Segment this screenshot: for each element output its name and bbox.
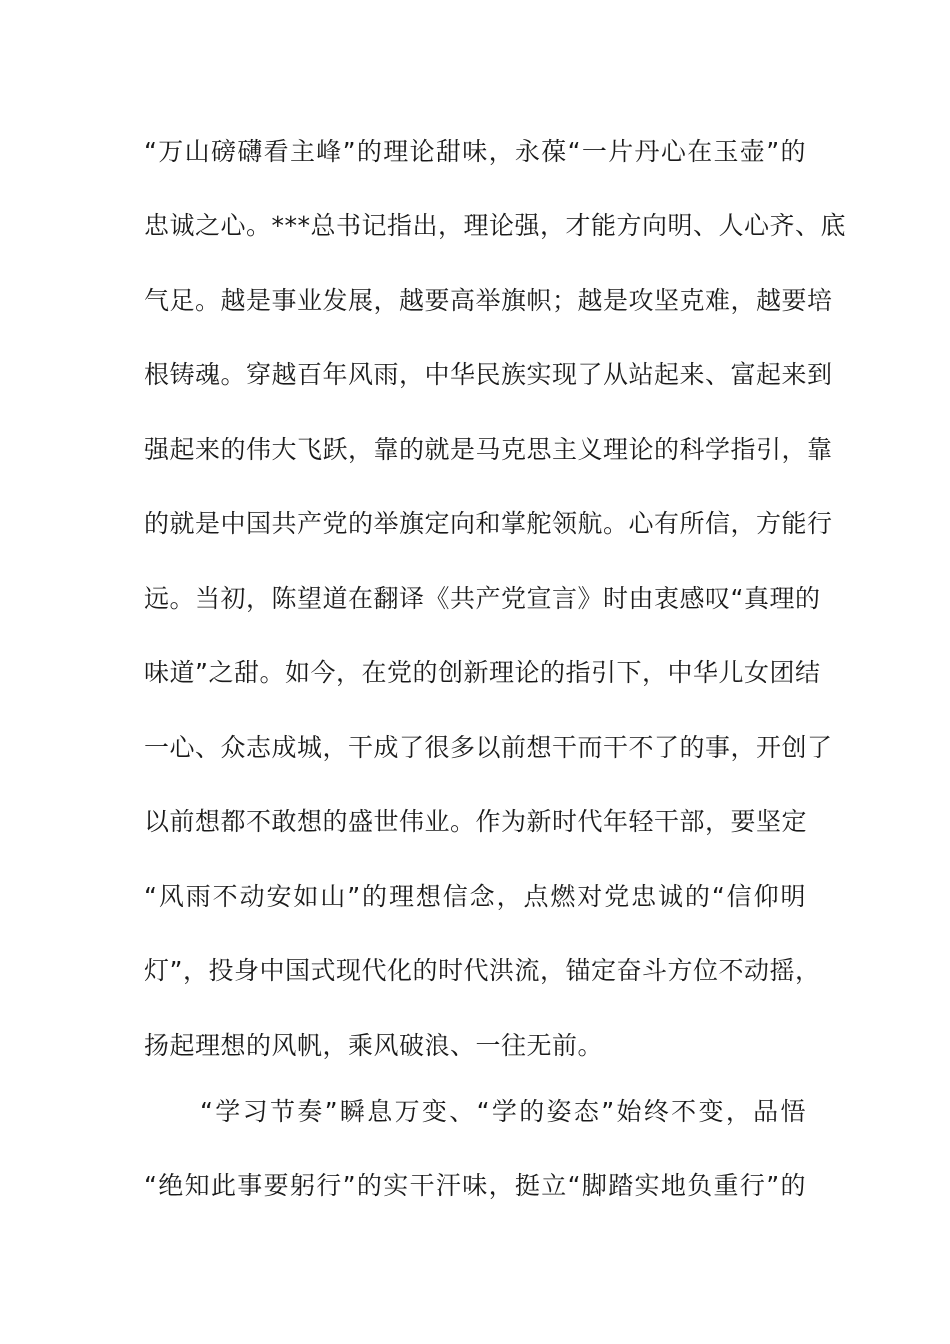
text-line: 一心、众志成城，干成了很多以前想干而干不了的事，开创了 (144, 733, 833, 762)
text-line: 根铸魂。穿越百年风雨，中华民族实现了从站起来、富起来到 (144, 360, 833, 389)
text-line: “风雨不动安如山”的理想信念，点燃对党忠诚的“信仰明 (144, 882, 806, 911)
text-line: 味道”之甜。如今，在党的创新理论的指引下，中华儿女团结 (144, 658, 821, 687)
text-line: 灯”，投身中国式现代化的时代洪流，锚定奋斗方位不动摇， (144, 956, 821, 985)
text-line: 扬起理想的风帆，乘风破浪、一往无前。 (144, 1031, 604, 1060)
text-line: 气足。越是事业发展，越要高举旗帜；越是攻坚克难，越要培 (144, 286, 833, 315)
text-line: 的就是中国共产党的举旗定向和掌舵领航。心有所信，方能行 (144, 509, 833, 538)
text-line: 以前想都不敢想的盛世伟业。作为新时代年轻干部，要坚定 (144, 807, 808, 836)
text-line: 强起来的伟大飞跃，靠的就是马克思主义理论的科学指引，靠 (144, 435, 833, 464)
text-line: 远。当初，陈望道在翻译《共产党宣言》时由衷感叹“真理的 (144, 584, 821, 613)
text-line: 忠诚之心。***总书记指出，理论强，才能方向明、人心齐、底 (144, 211, 847, 240)
text-line: “万山磅礴看主峰”的理论甜味，永葆“一片丹心在玉壶”的 (144, 137, 806, 166)
text-line: “绝知此事要躬行”的实干汗味，挺立“脚踏实地负重行”的 (144, 1171, 806, 1200)
paragraph-first-line: “学习节奏”瞬息万变、“学的姿态”始终不变，品悟 (200, 1097, 806, 1126)
